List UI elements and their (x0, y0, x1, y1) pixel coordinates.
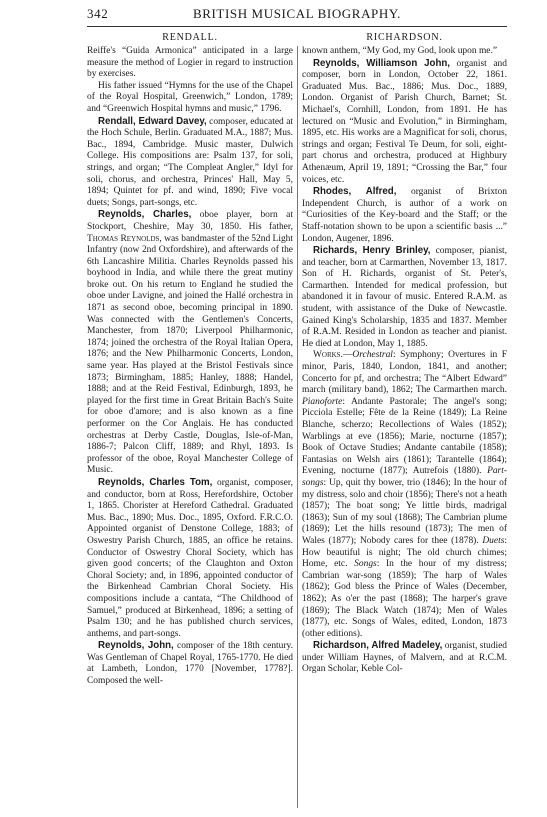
works-list: Works.—Orchestral: Symphony; Overtures in F minor, Paris, 1840, London, 1841, and another; Concerto for pf, and orchestra; The “Albert Edward” march (military band), 1862; The Carmarthen march. Pianoforte: Andante Pastorale; The angel's song; Picciola Estelle; Fête de la Reine (1849); La Reine Blanche, scherzo; Recollections of Wales (1852); Warblings at eve (1856); Marie, nocturne (1857); Book of Octave Studies; Andante cantabile (1858); Fantasias on Welsh airs (1861); Tarantelle (1864); Evening, nocturne (1877); Autrefois (1880). Part-songs: Up, quit thy bower, trio (1846); In the hour of my distress, solo and choir (1856); There's not a heath (1857); The boat song; Ye little birds, madrigal (1863); Sun of my soul (1868); The Cambrian plume (1869); Let the hills resound (1873); The men of Wales (1877); Nobody cares for thee (1878). Duets: How beautiful is night; The old church chimes; Home, etc. Songs: In the hour of my distress; Cambrian war-song (1859); The harp of Wales (1862); God bless the Prince of Wales (December, 1862); As o'er the past (1868); The harper's grave (1869); The Black Watch (1874); Men of Wales (1877), etc. Songs of Wales, edited, London, 1873 (other editions). (302, 350, 507, 639)
continued-paragraph: known anthem, “My God, my God, look upon me.” (302, 46, 498, 56)
page-number: 342 (87, 6, 109, 21)
works-partsongs-label: Part-songs (302, 466, 507, 488)
running-title: BRITISH MUSICAL BIOGRAPHY. (192, 6, 402, 21)
entry-rhodes-alfred (302, 186, 507, 245)
left-column-heading: RENDALL. (162, 32, 218, 43)
entry-name: Reynolds, Charles Tom, (98, 476, 213, 488)
entry-name: Reynolds, John, (98, 640, 174, 652)
entry-name: Richards, Henry Brinley, (313, 245, 431, 257)
entry-text: organist of Brixton Independent Church, is author of a work on “Curiosities of the Key-board and the Staff; or the Staff-notation shown to be upon a scientific basis ...” London, Augener, 1896. (302, 187, 507, 244)
entry-name: Rhodes, Alfred, (313, 186, 397, 198)
works-orchestral-text: : Symphony; Overtures in F minor, Paris, 1840, London, 1841, and another; Concerto for pf, and orchestra; The “Albert Edward” march (military band), 1862; The Carmarthen march. (302, 350, 507, 396)
entry-text: composer of the 18th century. Was Gentleman of Chapel Royal, 1765-1770. He died at Lambeth, London, 1770 [November, 1778?]. Composed the well- (87, 641, 293, 687)
entry-text: organist, studied under William Haynes, of Malvern, and at R.C.M. Organ Scholar, Keble Col- (302, 641, 507, 675)
works-partsongs-text: : Up, quit thy bower, trio (1846); In the hour of my distress, solo and choir (1856); There's not a heath (1857); The boat song; Ye little birds, madrigal (1863); Sun of my soul (1868); The Cambrian plume (1869); Let the hills resound (1873); The men of Wales (1877); Nobody cares for thee (1878). (302, 477, 507, 546)
entry-richards-henry-brinley (302, 245, 507, 350)
works-songs-label: Songs (354, 559, 377, 570)
entry-name: Reynolds, Williamson John, (313, 57, 450, 69)
father-name: Thomas Reynolds (87, 233, 160, 244)
right-column-heading: RICHARDSON. (366, 32, 443, 43)
right-column (302, 46, 507, 676)
entry-name: Richardson, Alfred Madeley, (313, 640, 443, 652)
left-column (87, 46, 293, 688)
entry-reynolds-john (87, 640, 293, 687)
entry-reynolds-williamson-john (302, 58, 507, 187)
entry-name: Rendall, Edward Davey, (98, 115, 207, 127)
works-piano-text: : Andante Pastorale; The angel's song; Picciola Estelle; Fête de la Reine (1849); La Reine Blanche, scherzo; Recollections of Wales (1852); Warblings at eve (1856); Marie, nocturne (1857); Book of Octave Studies; Andante cantabile (1858); Fantasias on Welsh airs (1861); Tarantelle (1864); Evening, nocturne (1877); Autrefois (1880). (302, 396, 507, 477)
works-piano-label: Pianoforte (302, 396, 343, 407)
entry-reynolds-charles (87, 209, 293, 477)
entry-text: composer, pianist, and teacher, born at Carmarthen, November 13, 1817. Son of H. Richards, organist of St. Peter's, Carmarthen. Intended for medical profession, but abandoned it in favour of music. Entered R.A.M. as student, with assistance of the Duke of Newcastle. Gained King's Scholarship, 1835 and 1837. Member of R.A.M. Resided in London as teacher and pianist. He died at London, May 1, 1885. (302, 246, 507, 349)
entry-richardson-alfred-madeley (302, 640, 507, 676)
works-duets-text: : How beautiful is night; The old church chimes; Home, etc. (302, 535, 507, 570)
column-divider (297, 46, 298, 808)
entry-text: oboe player, born at Stockport, Cheshire, May 30, 1850. His father, (87, 210, 293, 232)
works-duets-label: Duets (482, 535, 505, 546)
header-rule (87, 26, 507, 27)
entry-reynolds-charles-tom (87, 477, 293, 640)
page-header (87, 6, 507, 24)
entry-name: Reynolds, Charles, (98, 209, 192, 221)
entry-text: organist, composer, and conductor, born at Ross, Herefordshire, October 1, 1865. Chorister at Hereford Cathedral. Graduated Mus. Bac., 1890; Mus. Doc., 1895, Oxford. F.R.C.O. Appointed organist of Denstone College, 1883; of Oswestry Parish Church, 1885, an office he retains. Conductor of Oswestry Choral Society, which has given good concerts; of the Claughton and Oxton Choral Society; and, in 1896, appointed conductor of the Birkenhead Cambrian Choral Society. His compositions include a cantata, “The Childhood of Samuel,” produced at Birkenhead, 1896; a setting of Psalm 130; and he has published church services, anthems, and part-songs. (87, 477, 293, 639)
works-label: Works. (313, 350, 343, 361)
continued-paragraph-father: His father issued “Hymns for the use of the Chapel of the Royal Hospital, Greenwich,” London, 1789; and “Greenwich Hospital hymns and music,” 1796. (87, 80, 293, 114)
works-songs-text: : In the hour of my distress; Cambrian war-song (1859); The harp of Wales (1862); God bless the Prince of Wales (December, 1862); As o'er the past (1868); The harper's grave (1869); The Black Watch (1874); Men of Wales (1877), etc. Songs of Wales, edited, London, 1873 (other editions). (302, 559, 507, 639)
works-orchestral-label: Orchestral (352, 350, 393, 361)
continued-paragraph: Reiffe's “Guida Armonica” anticipated in a large measure the method of Logier in regard to instruction by exercises. (87, 46, 293, 80)
entry-rendall-edward-davey (87, 116, 293, 210)
entry-text-cont: , was bandmaster of the 52nd Light Infantry (now 2nd Oxfordshire), and afterwards of the 6th Lancashire Militia. Charles Reynolds passed his boyhood in India, and while there the great mutiny broke out. On his return to England he studied the oboe under Lavigne, and joined the Hallé orchestra in 1871 as second oboe, becoming principal in 1890. Was connected with the Gentlemen's Concerts, Manchester, from 1870; Liverpool Philharmonic, 1874; joined the orchestra of the Royal Italian Opera, 1876; and the New Philharmonic Concerts, London, same year. Has played at the Bristol Festivals since 1873; Birmingham, 1885; Hanley, 1888; Handel, 1888; and at the Reid Festival, Edinburgh, 1893, he played for the first time in Great Britain Bach's Suite for oboe d'amore; and is also known as a fine performer on the Cor Anglais. He has conducted orchestras at Derby Castle, Douglas, Isle-of-Man, 1886-7; Palcon Cliff, 1889; and Rhyl, 1893. Is professor of the oboe, Royal Manchester College of Music. (87, 233, 293, 476)
entry-text: composer, educated at the Hoch Schule, Berlin. Graduated M.A., 1887; Mus. Bac., 1894, Cambridge. Music master, Dulwich College. His compositions are: Psalm 137, for soli, strings, and organ; “The Compleat Angler,” Idyl for soli, chorus, and orchestra, Princes' Hall, May 5, 1894; Quintet for pf. and wind, 1890; Five vocal duets; Songs, part-songs, etc. (87, 116, 294, 208)
entry-text: organist and composer, born in London, October 22, 1861. Graduated Mus. Bac., 1886; Mus. Doc., 1889, London. Organist of Parish Church, Barnet; St. Michael's, Cornhill, London, from 1891. He has lectured on “Music and Evolution,” in Birmingham, 1895, etc. His works are a Magnificat for soli, chorus, strings and organ; Festival Te Deum, for soli, eight-part chorus and orchestra, produced at Highbury Athenæum, April 19, 1891; “Crossing the Bar,” four voices, etc. (302, 58, 507, 185)
